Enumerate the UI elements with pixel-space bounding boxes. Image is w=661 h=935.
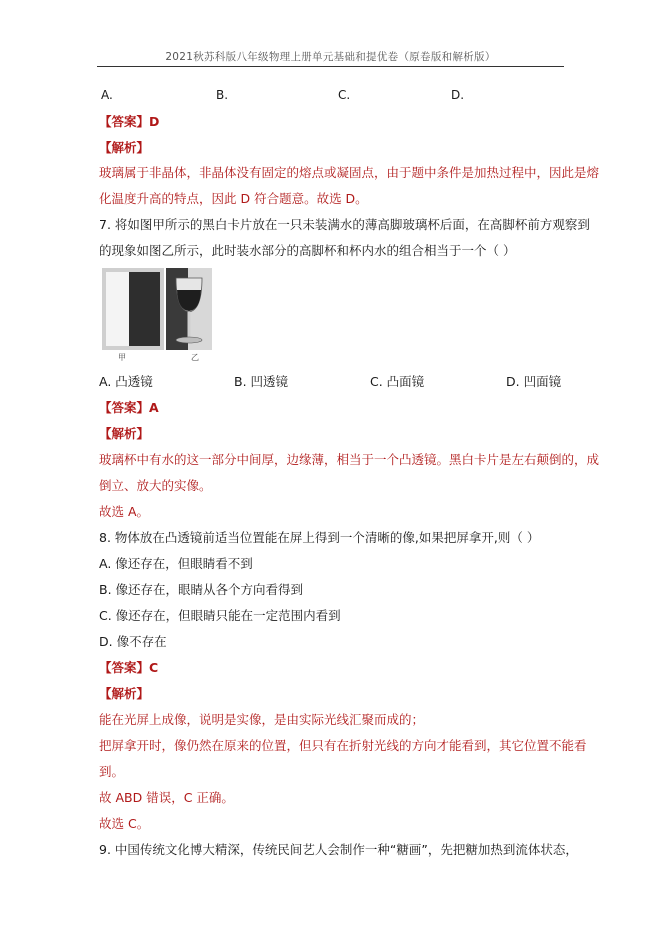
q7-analysis-line-2: 倒立、放大的实像。	[99, 478, 212, 493]
q7-option-c: C. 凸面镜	[370, 374, 425, 389]
q8-option-a: A. 像还存在，但眼睛看不到	[99, 556, 253, 571]
q6-option-c: C.	[338, 88, 351, 102]
q7-option-a: A. 凸透镜	[99, 374, 153, 389]
q6-analysis-line-2: 化温度升高的特点，因此 D 符合题意。故选 D。	[99, 191, 368, 206]
q8-option-c: C. 像还存在，但眼睛只能在一定范围内看到	[99, 608, 341, 623]
q7-option-b: B. 凹透镜	[234, 374, 289, 389]
q7-analysis-line-1: 玻璃杯中有水的这一部分中间厚，边缘薄，相当于一个凸透镜。黑白卡片是左右颠倒的，成	[99, 452, 600, 467]
q7-option-d: D. 凹面镜	[506, 374, 562, 389]
page-header: 2021秋苏科版八年级物理上册单元基础和提优卷（原卷版和解析版）	[165, 51, 496, 63]
figure-card-photo	[102, 268, 164, 350]
q7-conclusion: 故选 A。	[99, 504, 150, 519]
header-divider	[97, 66, 564, 67]
q8-analysis-label: 【解析】	[99, 686, 150, 701]
q8-option-d: D. 像不存在	[99, 634, 167, 649]
q8-analysis-line-4: 故 ABD 错误，C 正确。	[99, 790, 234, 805]
q8-analysis-line-2: 把屏拿开时，像仍然在原来的位置，但只有在折射光线的方向才能看到，其它位置不能看	[99, 738, 587, 753]
q8-option-b: B. 像还存在，眼睛从各个方向看得到	[99, 582, 304, 597]
q6-analysis-line-1: 玻璃属于非晶体，非晶体没有固定的熔点或凝固点，由于题中条件是加热过程中，因此是熔	[99, 165, 600, 180]
q8-analysis-line-3: 到。	[99, 764, 125, 779]
q6-option-a: A.	[101, 88, 113, 102]
q6-analysis-label: 【解析】	[99, 140, 150, 155]
figure-caption-b: 乙	[191, 353, 199, 362]
q8-answer: 【答案】C	[99, 660, 159, 675]
q7-analysis-label: 【解析】	[99, 426, 150, 441]
q9-stem: 9. 中国传统文化博大精深，传统民间艺人会制作一种“糖画”，先把糖加热到流体状态，	[99, 842, 578, 857]
q7-stem-line-1: 7. 将如图甲所示的黑白卡片放在一只未装满水的薄高脚玻璃杯后面，在高脚杯前方观察到	[99, 217, 590, 232]
figure-caption-a: 甲	[118, 353, 126, 362]
q6-option-b: B.	[216, 88, 229, 102]
q7-answer: 【答案】A	[99, 400, 159, 415]
q6-option-d: D.	[451, 88, 465, 102]
q8-stem: 8. 物体放在凸透镜前适当位置能在屏上得到一个清晰的像,如果把屏拿开,则（ ）	[99, 530, 540, 545]
q6-answer: 【答案】D	[99, 114, 160, 129]
q8-analysis-line-1: 能在光屏上成像，说明是实像，是由实际光线汇聚而成的；	[99, 712, 425, 727]
q7-stem-line-2: 的现象如图乙所示，此时装水部分的高脚杯和杯内水的组合相当于一个（ ）	[99, 243, 516, 258]
q8-analysis-line-5: 故选 C。	[99, 816, 150, 831]
figure-goblet-photo	[166, 268, 212, 350]
